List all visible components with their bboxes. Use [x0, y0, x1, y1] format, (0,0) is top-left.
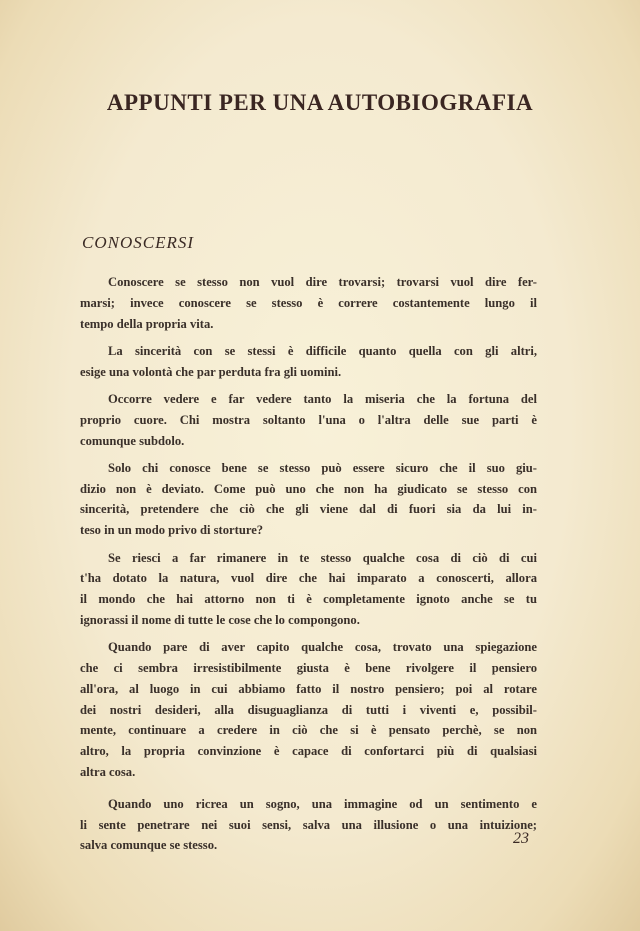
- text-line: teso in un modo privo di storture?: [80, 523, 264, 538]
- text-line: marsi; invece conoscere se stesso è correre costantemente lungo il: [80, 295, 537, 310]
- text-line: Occorre vedere e far vedere tanto la miseria che la fortuna del: [108, 391, 537, 406]
- text-line: dizio non è deviato. Come può uno che non ha giudicato se stesso con: [80, 481, 537, 496]
- text-line: Quando uno ricrea un sogno, una immagine od un sentimento e: [108, 796, 537, 811]
- text-line: altro, la propria convinzione è capace di confortarci più di qualsiasi: [80, 744, 537, 759]
- text-line: t'ha dotato la natura, vuol dire che hai imparato a conoscerti, allora: [80, 571, 537, 586]
- text-line: esige una volontà che par perduta fra gli uomini.: [80, 364, 342, 379]
- paragraph: [80, 341, 537, 383]
- paragraph: [80, 458, 537, 541]
- text-line: li sente penetrare nei suoi sensi, salva una illusione o una intuizione;: [80, 817, 537, 832]
- paragraph: [80, 637, 537, 783]
- text-line: tempo della propria vita.: [80, 316, 214, 331]
- text-line: Conoscere se stesso non vuol dire trovarsi; trovarsi vuol dire fer-: [108, 275, 537, 289]
- page-title: APPUNTI PER UNA AUTOBIOGRAFIA: [106, 90, 534, 115]
- text-line: dei nostri desideri, alla disuguaglianza di tutti i viventi e, possibil-: [80, 702, 537, 717]
- text-line: all'ora, al luogo in cui abbiamo fatto il nostro pensiero; poi al rotare: [80, 681, 537, 696]
- paragraph: [80, 272, 537, 334]
- section-heading: CONOSCERSI: [82, 233, 194, 252]
- paragraph: [80, 548, 537, 631]
- text-line: sincerità, pretendere che ciò che gli viene dal di fuori sia da lui in-: [80, 502, 537, 517]
- page-number: 23: [513, 830, 529, 847]
- text-line: salva comunque se stesso.: [80, 838, 218, 853]
- paragraph: [80, 389, 537, 451]
- body-text: [80, 272, 537, 863]
- text-line: La sincerità con se stessi è difficile quanto quella con gli altri,: [108, 343, 537, 358]
- text-line: Quando pare di aver capito qualche cosa, trovato una spiegazione: [108, 640, 537, 655]
- text-line: comunque subdolo.: [80, 433, 185, 448]
- text-line: che ci sembra irresistibilmente giusta è bene rivolgere il pensiero: [80, 661, 537, 676]
- text-line: ignorassi il nome di tutte le cose che lo compongono.: [80, 612, 360, 627]
- paragraph: [80, 794, 537, 856]
- text-line: mente, continuare a credere in ciò che si è pensato perchè, se non: [80, 723, 537, 738]
- text-line: altra cosa.: [80, 765, 136, 780]
- text-line: il mondo che hai attorno non ti è completamente ignoto anche se tu: [80, 592, 537, 607]
- text-line: proprio cuore. Chi mostra soltanto l'una o l'altra delle sue parti è: [80, 412, 537, 427]
- text-line: Se riesci a far rimanere in te stesso qualche cosa di ciò di cui: [108, 550, 537, 565]
- text-line: Solo chi conosce bene se stesso può essere sicuro che il suo giu-: [108, 460, 537, 475]
